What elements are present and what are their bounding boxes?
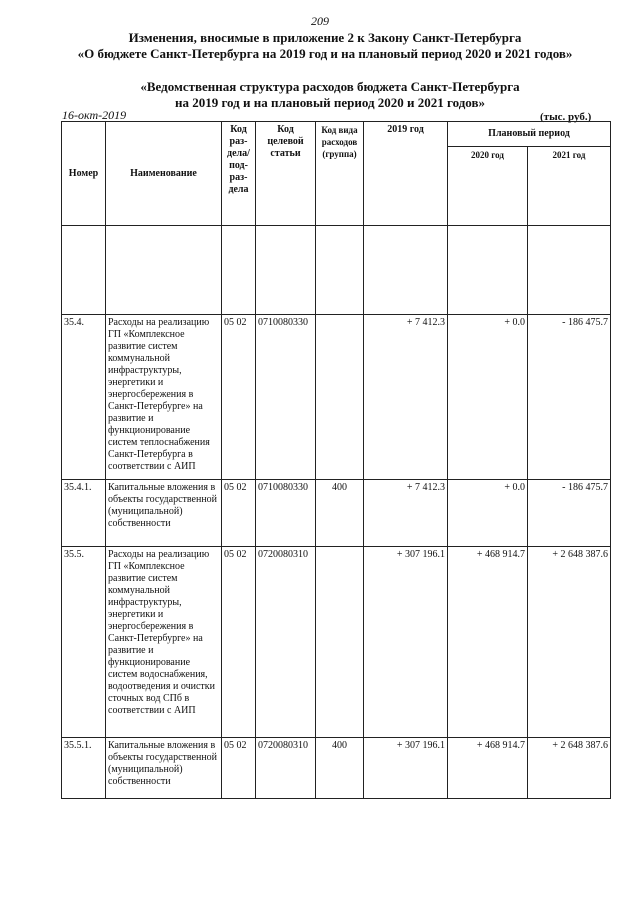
row-name: Капитальные вложения в объекты государственной (муниципальной) собственности xyxy=(106,480,222,547)
header-2019: 2019 год xyxy=(364,122,448,226)
row-2020: + 0.0 xyxy=(448,480,528,547)
header-planned-period: Плановый период xyxy=(448,122,611,147)
row-2020: + 468 914.7 xyxy=(448,547,528,738)
row-2019: + 307 196.1 xyxy=(364,738,448,799)
row-2021: + 2 648 387.6 xyxy=(528,547,611,738)
row-expense-type xyxy=(316,547,364,738)
title-line-1: Изменения, вносимые в приложение 2 к Закону Санкт-Петербурга xyxy=(128,30,522,45)
row-number: 35.4. xyxy=(62,315,106,480)
header-name: Наименование xyxy=(106,122,222,226)
header-number: Номер xyxy=(62,122,106,226)
row-number: 35.5.1. xyxy=(62,738,106,799)
header-section: Код раз-дела/ под-раз-дела xyxy=(222,122,256,226)
row-name: Капитальные вложения в объекты государственной (муниципальной) собственности xyxy=(106,738,222,799)
row-expense-type: 400 xyxy=(316,738,364,799)
row-target: 0710080330 xyxy=(256,480,316,547)
row-expense-type: 400 xyxy=(316,480,364,547)
table-row xyxy=(62,480,611,547)
row-2021: - 186 475.7 xyxy=(528,480,611,547)
row-number: 35.4.1. xyxy=(62,480,106,547)
row-2019: + 7 412.3 xyxy=(364,480,448,547)
row-name: Расходы на реализацию ГП «Комплексное развитие систем коммунальной инфраструктуры, энергетики и энергосбережения в Санкт-Петербурге» на развитие и функционирование систем теплоснабжения Санкт-Петербурга в соответствии с АИП xyxy=(106,315,222,480)
row-2019: + 7 412.3 xyxy=(364,315,448,480)
spacer-row xyxy=(62,226,611,315)
row-section: 05 02 xyxy=(222,480,256,547)
row-2019: + 307 196.1 xyxy=(364,547,448,738)
subtitle-line-2: на 2019 год и на плановый период 2020 и 2021 годов» xyxy=(174,95,485,110)
header-2020: 2020 год xyxy=(448,147,528,226)
page-number: 209 xyxy=(311,14,329,28)
header-target: Код целевой статьи xyxy=(256,122,316,226)
document-date: 16-окт-2019 xyxy=(62,108,127,122)
row-section: 05 02 xyxy=(222,547,256,738)
document-subtitle xyxy=(70,79,590,111)
table-row xyxy=(62,315,611,480)
subtitle-line-1: «Ведомственная структура расходов бюджета Санкт-Петербурга xyxy=(140,79,520,94)
expenses-table xyxy=(61,121,611,799)
row-number: 35.5. xyxy=(62,547,106,738)
row-section: 05 02 xyxy=(222,315,256,480)
row-2021: + 2 648 387.6 xyxy=(528,738,611,799)
row-section: 05 02 xyxy=(222,738,256,799)
row-2020: + 0.0 xyxy=(448,315,528,480)
row-expense-type xyxy=(316,315,364,480)
table-row xyxy=(62,738,611,799)
document-title xyxy=(30,30,620,62)
row-target: 0720080310 xyxy=(256,738,316,799)
row-target: 0710080330 xyxy=(256,315,316,480)
row-2020: + 468 914.7 xyxy=(448,738,528,799)
header-2021: 2021 год xyxy=(528,147,611,226)
row-name: Расходы на реализацию ГП «Комплексное развитие систем коммунальной инфраструктуры, энергетики и энергосбережения в Санкт-Петербурге» на развитие и функционирование систем водоснабжения, водоотведения и очистки сточных вод СПб в соответствии с АИП xyxy=(106,547,222,738)
row-target: 0720080310 xyxy=(256,547,316,738)
table-row xyxy=(62,547,611,738)
header-expense-type: Код вида расходов (группа) xyxy=(316,122,364,226)
row-2021: - 186 475.7 xyxy=(528,315,611,480)
units-label: (тыс. руб.) xyxy=(540,111,592,123)
title-line-2: «О бюджете Санкт-Петербурга на 2019 год и на плановый период 2020 и 2021 годов» xyxy=(77,46,573,61)
